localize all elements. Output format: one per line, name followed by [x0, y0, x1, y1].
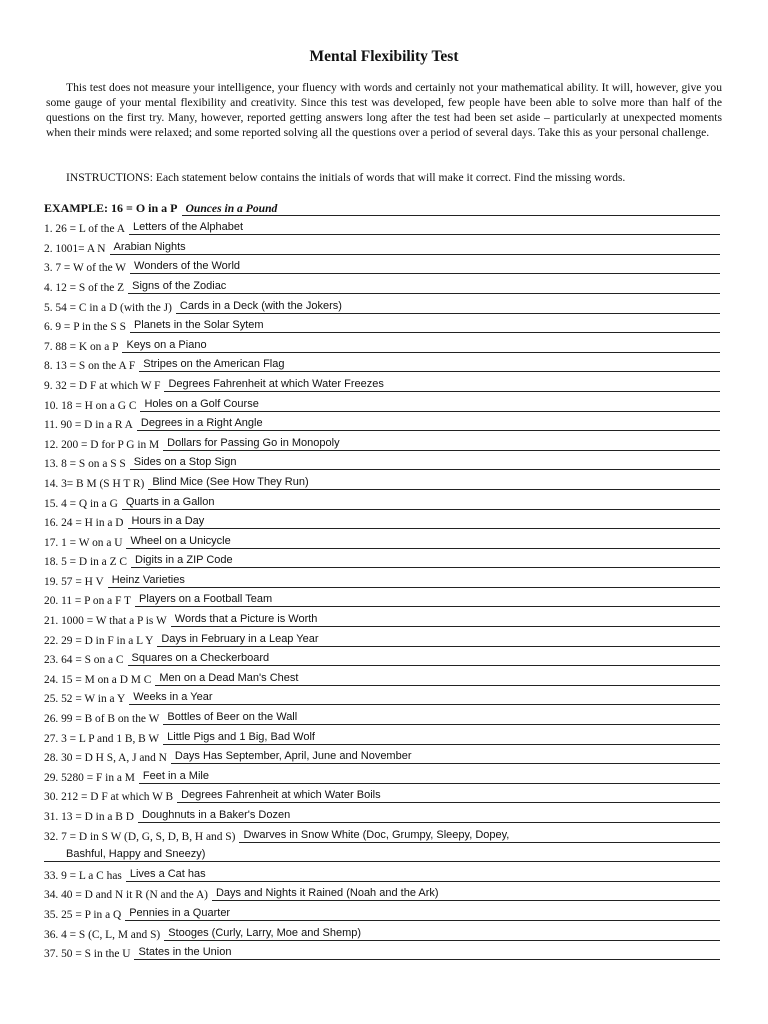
question-row [44, 431, 720, 451]
answer-field[interactable]: Bottles of Beer on the Wall [163, 711, 720, 725]
question-text: 17. 1 = W on a U [44, 536, 123, 549]
question-row [44, 921, 720, 941]
question-row [44, 235, 720, 255]
question-text: 36. 4 = S (C, L, M and S) [44, 928, 161, 941]
question-text: 20. 11 = P on a F T [44, 595, 132, 608]
answer-field[interactable]: Squares on a Checkerboard [128, 652, 720, 666]
question-text: 15. 4 = Q in a G [44, 497, 118, 510]
question-text: 33. 9 = L a C has [44, 869, 122, 882]
question-row [44, 392, 720, 412]
question-row [44, 764, 720, 784]
answer-field[interactable]: Blind Mice (See How They Run) [148, 476, 720, 490]
question-text: 21. 1000 = W that a P is W [44, 615, 167, 628]
question-text: 32. 7 = D in S W (D, G, S, D, B, H and S) [44, 830, 236, 843]
question-text: 23. 64 = S on a C [44, 654, 124, 667]
answer-field[interactable]: Little Pigs and 1 Big, Bad Wolf [163, 731, 720, 745]
question-row [44, 353, 720, 373]
question-text: 10. 18 = H on a G C [44, 399, 137, 412]
question-text: 18. 5 = D in a Z C [44, 556, 127, 569]
answer-field[interactable]: Days and Nights it Rained (Noah and the Ark) [212, 887, 720, 901]
page-title: Mental Flexibility Test [309, 48, 459, 65]
question-text: 4. 12 = S of the Z [44, 281, 125, 294]
question-text: 7. 88 = K on a P [44, 340, 119, 353]
question-text: 2. 1001= A N [44, 242, 106, 255]
answer-field[interactable]: Stripes on the American Flag [139, 358, 720, 372]
question-row [44, 510, 720, 530]
question-row [44, 412, 720, 432]
items-container [44, 216, 720, 961]
question-text: 26. 99 = B of B on the W [44, 713, 160, 726]
question-row [44, 490, 720, 510]
question-row [44, 568, 720, 588]
answer-field[interactable]: Cards in a Deck (with the Jokers) [176, 300, 720, 314]
question-text: 22. 29 = D in F in a L Y [44, 634, 154, 647]
answer-field[interactable]: Words that a Picture is Worth [171, 613, 720, 627]
question-text: 30. 212 = D F at which W B [44, 791, 174, 804]
answer-field[interactable]: Dollars for Passing Go in Monopoly [163, 437, 720, 451]
question-text: 13. 8 = S on a S S [44, 458, 126, 471]
answer-field[interactable]: Degrees in a Right Angle [137, 417, 720, 431]
question-text: 19. 57 = H V [44, 575, 104, 588]
question-row [44, 901, 720, 921]
question-text: 12. 200 = D for P G in M [44, 438, 160, 451]
answer-field[interactable]: Stooges (Curly, Larry, Moe and Shemp) [164, 927, 720, 941]
intro-paragraph: This test does not measure your intelligence, your fluency with words and certainly not your mathematical ability. It will, however, give you some gauge of your mental flexibility and creativity. Since this test was developed, few people have been able to solve more than half of the questions on the first try. Many, however, reported getting answers long after the test had been set aside – particularly at unexpected moments when their minds were relaxed; and some reported solving all the questions over a period of several days. Take this as your personal challenge. [46, 81, 722, 139]
question-text: 35. 25 = P in a Q [44, 908, 122, 921]
answer-field[interactable]: Lives a Cat has [126, 868, 720, 882]
answer-field[interactable]: Holes on a Golf Course [140, 398, 720, 412]
answer-field[interactable]: Planets in the Solar Sytem [130, 319, 720, 333]
question-row [44, 607, 720, 627]
question-text: 9. 32 = D F at which W F [44, 379, 161, 392]
question-row [44, 686, 720, 706]
question-text: 37. 50 = S in the U [44, 948, 131, 961]
question-row [44, 882, 720, 902]
question-text: 31. 13 = D in a B D [44, 811, 134, 823]
answer-field[interactable]: Weeks in a Year [129, 691, 720, 705]
question-text: 1. 26 = L of the A [44, 223, 125, 236]
answer-field[interactable]: Letters of the Alphabet [129, 221, 720, 235]
answer-field[interactable]: Feet in a Mile [139, 770, 720, 784]
question-text: 6. 9 = P in the S S [44, 321, 126, 334]
answer-field[interactable]: Quarts in a Gallon [122, 496, 720, 510]
answer-field[interactable]: Sides on a Stop Sign [130, 456, 720, 470]
question-row [44, 745, 720, 765]
answer-field[interactable]: Hours in a Day [128, 515, 720, 529]
question-row [44, 549, 720, 569]
answer-field[interactable]: Dwarves in Snow White (Doc, Grumpy, Sleepy, Dopey, [239, 829, 720, 843]
question-text: 27. 3 = L P and 1 B, B W [44, 732, 160, 745]
answer-field[interactable]: Signs of the Zodiac [128, 280, 720, 294]
question-row [44, 314, 720, 334]
question-text: 14. 3= B M (S H T R) [44, 477, 145, 490]
answer-continuation[interactable]: Bashful, Happy and Sneezy) [44, 848, 720, 862]
example-row [44, 196, 720, 216]
answer-field[interactable]: States in the Union [134, 946, 720, 960]
question-row [44, 803, 720, 823]
instructions-paragraph: INSTRUCTIONS: Each statement below contains the initials of words that will make it correct. Find the missing words. [66, 171, 626, 184]
question-row [44, 274, 720, 294]
question-text: 5. 54 = C in a D (with the J) [44, 301, 172, 314]
question-row [44, 627, 720, 647]
question-row [44, 588, 720, 608]
question-row [44, 823, 720, 843]
question-row [44, 941, 720, 961]
question-row [44, 784, 720, 804]
answer-field[interactable]: Men on a Dead Man's Chest [155, 672, 720, 686]
question-row [44, 255, 720, 275]
answer-field[interactable]: Pennies in a Quarter [125, 907, 720, 921]
question-text: 16. 24 = H in a D [44, 517, 124, 530]
answer-field[interactable]: Players on a Football Team [135, 593, 720, 607]
answer-field[interactable]: Degrees Fahrenheit at which Water Freezes [164, 378, 720, 392]
question-text: 3. 7 = W of the W [44, 262, 127, 275]
answer-field[interactable]: Days Has September, April, June and November [171, 750, 720, 764]
question-list [44, 196, 720, 960]
question-row [44, 470, 720, 490]
question-text: 34. 40 = D and N it R (N and the A) [44, 889, 208, 902]
example-answer: Ounces in a Pound [182, 202, 720, 216]
question-row [44, 372, 720, 392]
question-row [44, 705, 720, 725]
answer-field[interactable]: Digits in a ZIP Code [131, 554, 720, 568]
question-text: 28. 30 = D H S, A, J and N [44, 752, 167, 765]
answer-field[interactable]: Wonders of the World [130, 260, 720, 274]
answer-field[interactable]: Degrees Fahrenheit at which Water Boils [177, 789, 720, 803]
answer-field[interactable]: Arabian Nights [110, 241, 721, 255]
question-text: 11. 90 = D in a R A [44, 419, 133, 432]
question-text: 8. 13 = S on the A F [44, 360, 136, 373]
question-row [44, 862, 720, 882]
question-text: 24. 15 = M on a D M C [44, 673, 152, 686]
answer-field[interactable]: Days in February in a Leap Year [157, 633, 720, 647]
answer-field[interactable]: Heinz Varieties [108, 574, 720, 588]
question-row [44, 333, 720, 353]
question-row [44, 294, 720, 314]
answer-field[interactable]: Wheel on a Unicycle [126, 535, 720, 549]
question-row [44, 666, 720, 686]
answer-field[interactable]: Keys on a Piano [122, 339, 720, 353]
question-text: 29. 5280 = F in a M [44, 771, 135, 784]
question-row [44, 529, 720, 549]
question-row [44, 451, 720, 471]
question-row [44, 647, 720, 667]
question-row [44, 725, 720, 745]
answer-field[interactable]: Doughnuts in a Baker's Dozen [138, 809, 720, 823]
question-row [44, 216, 720, 236]
example-question: EXAMPLE: 16 = O in a P [44, 200, 178, 215]
question-text: 25. 52 = W in a Y [44, 693, 126, 706]
answer-continuation-row [44, 843, 720, 863]
